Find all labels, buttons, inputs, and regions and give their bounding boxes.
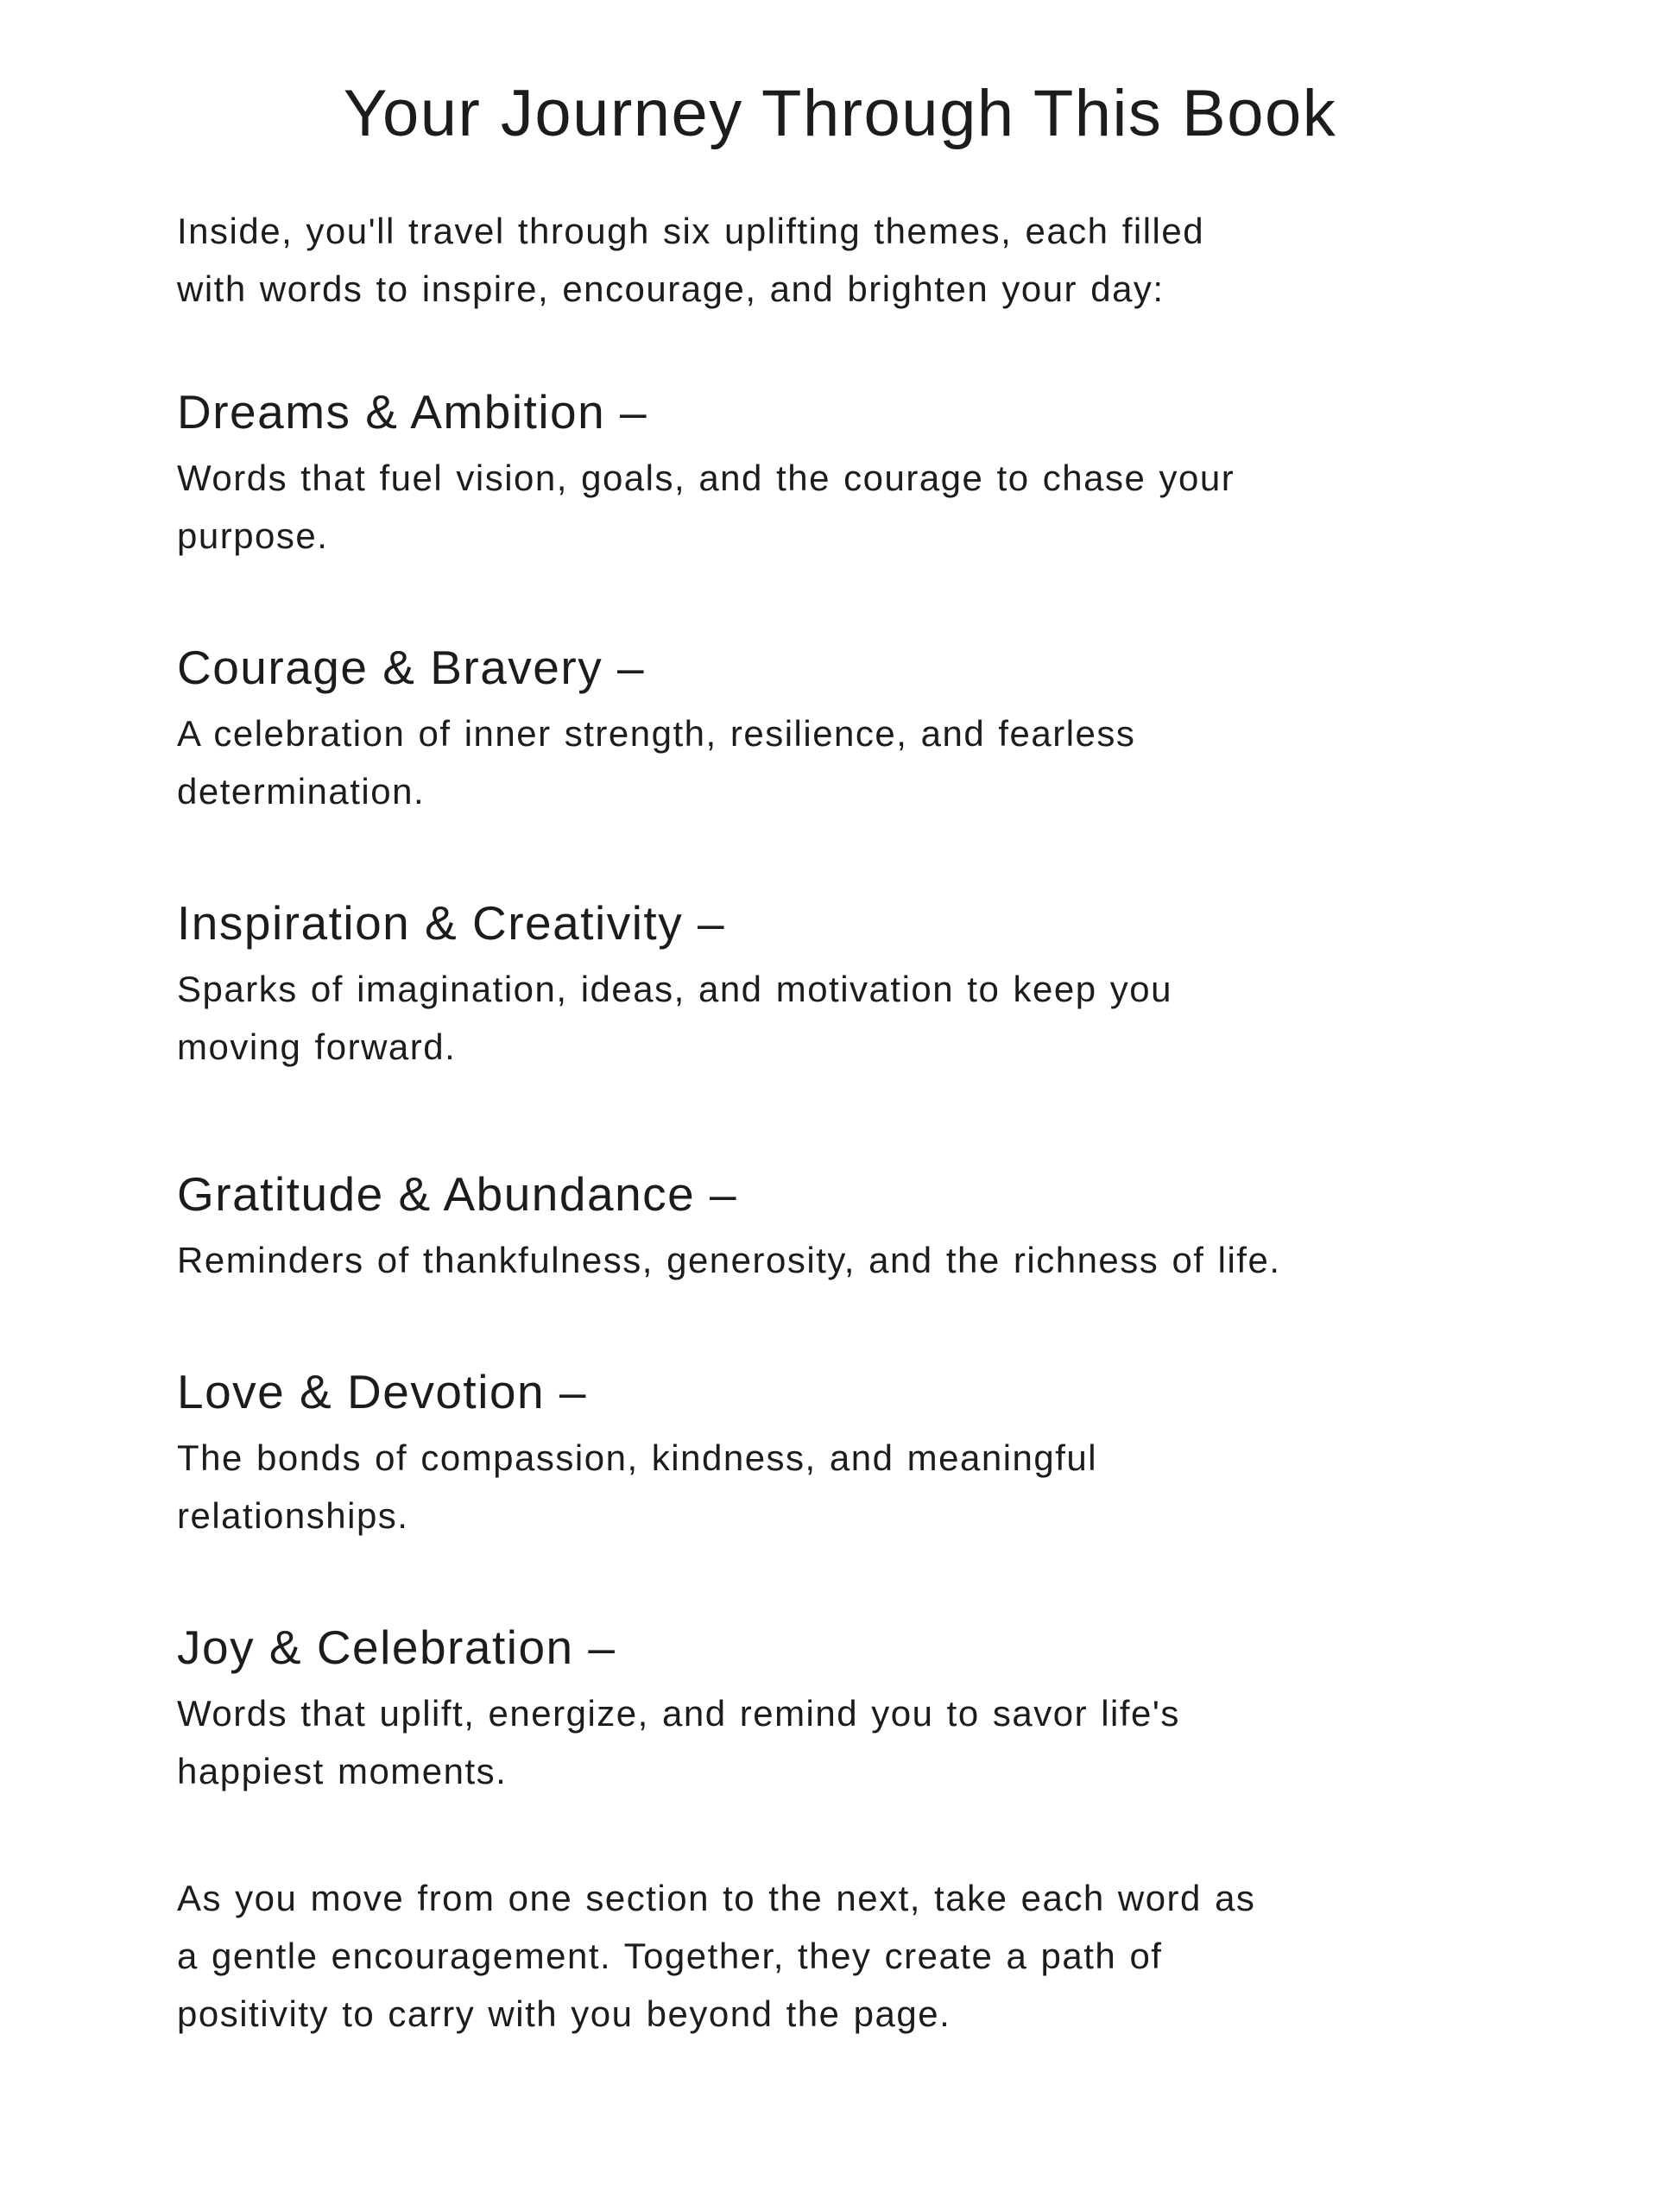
text-line: Words that uplift, energize, and remind you to savor life's: [177, 1693, 1180, 1734]
text-line: determination.: [177, 771, 426, 812]
theme-heading: Gratitude & Abundance –: [177, 1167, 738, 1221]
section-gratitude-abundance: [177, 1165, 1680, 1289]
section-inspiration-creativity: [177, 894, 1680, 1076]
text-line: purpose.: [177, 515, 329, 556]
theme-description: [177, 1429, 1680, 1545]
theme-heading: Dreams & Ambition –: [177, 385, 648, 439]
theme-heading: Courage & Bravery –: [177, 641, 646, 694]
text-line: As you move from one section to the next, take each word as: [177, 1878, 1256, 1918]
section-dreams-ambition: [177, 383, 1680, 565]
theme-description: [177, 1684, 1680, 1800]
text-line: happiest moments.: [177, 1751, 508, 1791]
text-line: positivity to carry with you beyond the page.: [177, 1993, 951, 2034]
closing-paragraph: [177, 1869, 1680, 2043]
section-love-devotion: [177, 1363, 1680, 1545]
theme-heading: Inspiration & Creativity –: [177, 896, 726, 950]
theme-description: [177, 449, 1680, 565]
page-content: [177, 202, 1680, 2043]
text-line: The bonds of compassion, kindness, and meaningful: [177, 1437, 1098, 1478]
theme-description: [177, 1231, 1680, 1289]
text-line: a gentle encouragement. Together, they create a path of: [177, 1936, 1163, 1976]
text-line: A celebration of inner strength, resilience, and fearless: [177, 713, 1136, 754]
theme-description: [177, 704, 1680, 820]
text-line: Reminders of thankfulness, generosity, and the richness of life.: [177, 1240, 1281, 1280]
text-line: Words that fuel vision, goals, and the courage to chase your: [177, 458, 1235, 498]
text-line: with words to inspire, encourage, and brighten your day:: [177, 268, 1165, 309]
intro-paragraph: [177, 202, 1680, 318]
theme-heading: Love & Devotion –: [177, 1365, 587, 1418]
section-courage-bravery: [177, 639, 1680, 820]
theme-heading: Joy & Celebration –: [177, 1620, 616, 1674]
text-line: Inside, you'll travel through six uplifting themes, each filled: [177, 211, 1205, 251]
text-line: Sparks of imagination, ideas, and motivation to keep you: [177, 969, 1172, 1009]
text-line: relationships.: [177, 1495, 409, 1536]
page-title: Your Journey Through This Book: [343, 77, 1337, 150]
theme-description: [177, 960, 1680, 1076]
text-line: moving forward.: [177, 1027, 457, 1067]
section-joy-celebration: [177, 1619, 1680, 1800]
